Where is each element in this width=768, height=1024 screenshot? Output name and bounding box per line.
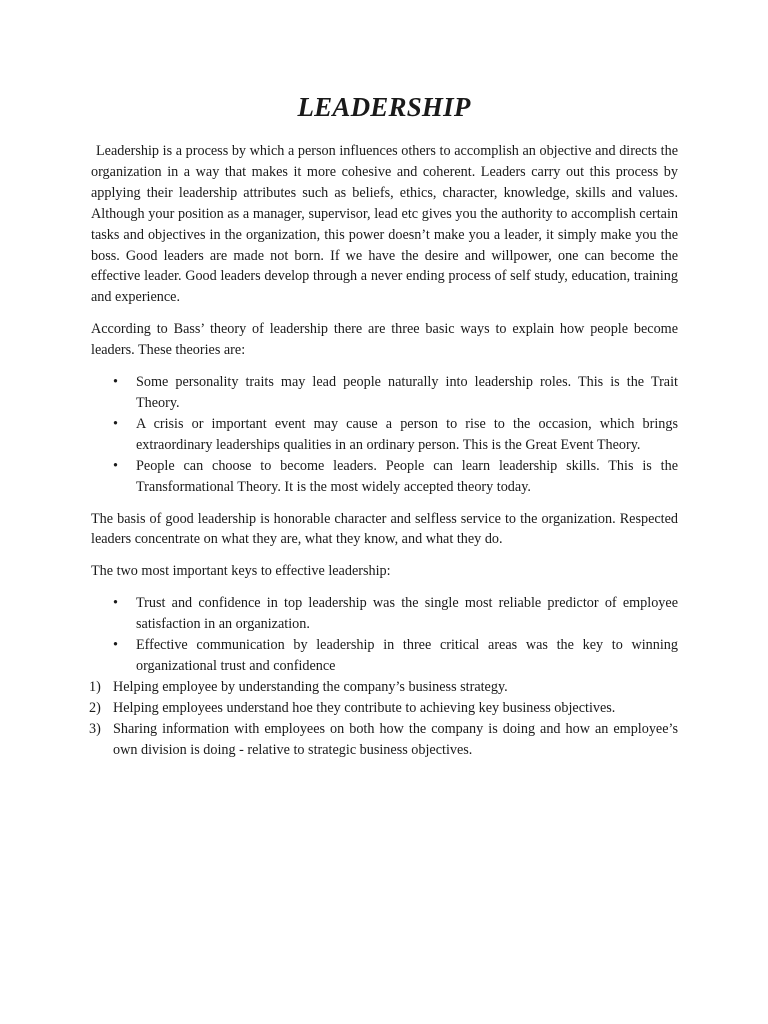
list-item [91, 698, 678, 719]
critical-areas-list [91, 677, 678, 761]
key-point-text: Effective communication by leadership in three critical areas was the key to winning organizational trust and confidence [136, 637, 678, 674]
keys-paragraph: The two most important keys to effective leadership: [91, 563, 391, 580]
theory-text: Some personality traits may lead people naturally into leadership roles. This is the Trait Theory. [136, 374, 678, 411]
item-number: 3) [89, 720, 101, 737]
critical-area-text: Helping employee by understanding the company’s business strategy. [113, 678, 508, 695]
list-item [91, 372, 678, 414]
key-points-list [91, 593, 678, 677]
list-item [91, 414, 678, 456]
theory-text: A crisis or important event may cause a person to rise to the occasion, which brings extraordinary leaderships qualities in an ordinary person. This is the Great Event Theory. [136, 415, 678, 453]
document-body [91, 141, 678, 760]
theory-text: People can choose to become leaders. People can learn leadership skills. This is the Transformational Theory. It is the most widely accepted theory today. [136, 457, 678, 495]
page-title: LEADERSHIP [297, 92, 471, 122]
bullet-icon: • [113, 637, 118, 654]
list-item [91, 719, 678, 761]
list-item [91, 593, 678, 635]
bass-theory-paragraph: According to Bass’ theory of leadership there are three basic ways to explain how people become leaders. These theories are: [91, 321, 678, 359]
bullet-icon: • [113, 595, 118, 612]
critical-area-text: Helping employees understand hoe they contribute to achieving key business objectives. [113, 699, 616, 716]
bullet-icon: • [113, 374, 118, 391]
intro-paragraph: Leadership is a process by which a person influences others to accomplish an objective and directs the organization in a way that makes it more cohesive and coherent. Leaders carry out this process by applying their leadership attributes such as beliefs, ethics, character, knowledge, skills and values. Although your position as a manager, supervisor, lead etc gives you the authority to accomplish certain tasks and objectives in the organization, this power doesn’t make you a leader, it simply make you the boss. Good leaders are made not born. If we have the desire and willpower, one can become the effective leader. Good leaders develop through a never ending process of self study, education, training and experience. [91, 143, 678, 306]
bullet-icon: • [113, 415, 118, 432]
key-point-text: Trust and confidence in top leadership was the single most reliable predictor of employee satisfaction in an organization. [136, 595, 678, 633]
item-number: 2) [89, 699, 101, 716]
bullet-icon: • [113, 457, 118, 474]
list-item [91, 677, 678, 698]
theories-list [91, 372, 678, 497]
item-number: 1) [89, 678, 101, 695]
basis-paragraph: The basis of good leadership is honorable character and selfless service to the organization. Respected leaders concentrate on what they are, what they know, and what they do. [91, 510, 678, 548]
list-item [91, 635, 678, 677]
critical-area-text: Sharing information with employees on both how the company is doing and how an employee’s own division is doing - relative to strategic business objectives. [113, 720, 678, 758]
list-item [91, 456, 678, 498]
